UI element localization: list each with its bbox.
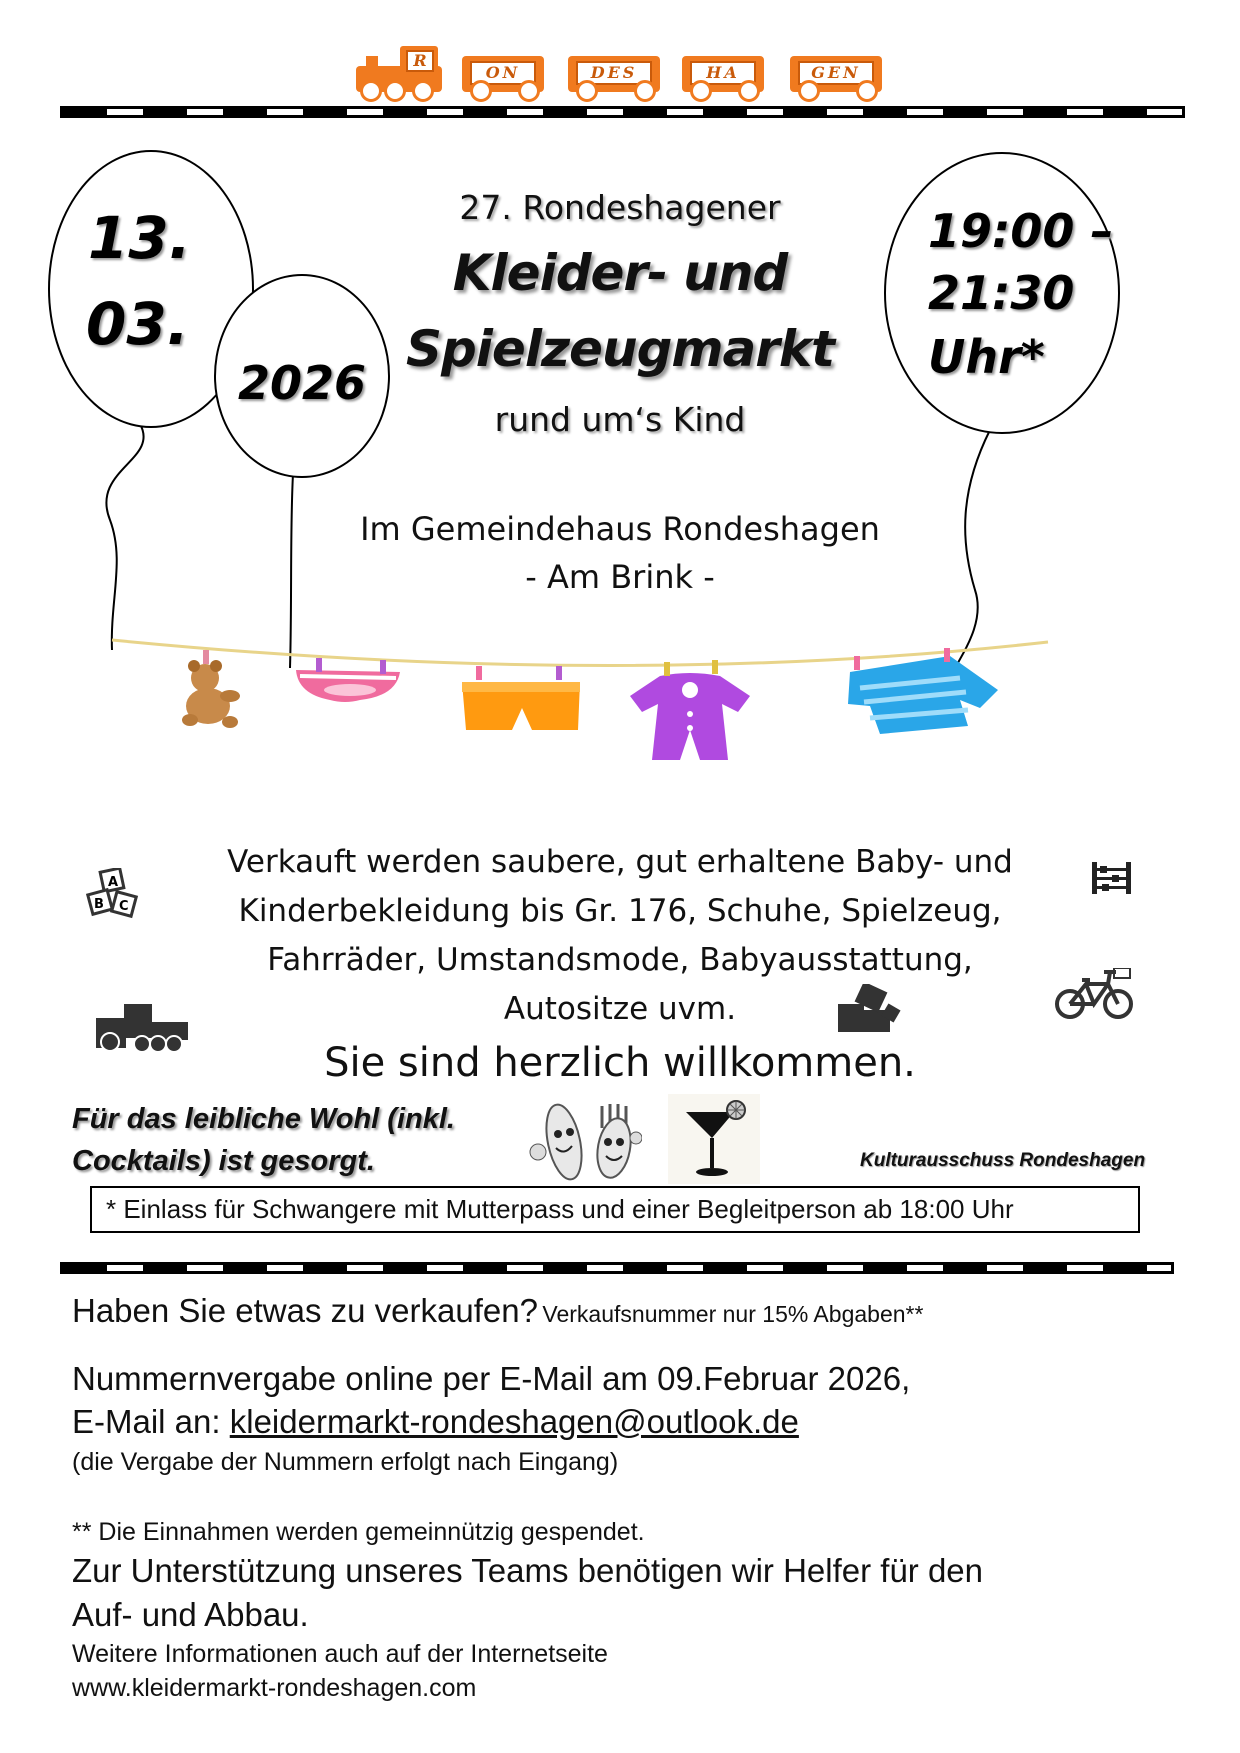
abc-blocks-icon	[86, 868, 142, 920]
rail-track-bottom	[60, 1262, 1174, 1274]
svg-text:C: C	[119, 899, 129, 914]
event-edition: 27. Rondeshagener	[459, 188, 781, 227]
orange-shorts-icon	[462, 682, 580, 730]
description-line: Autositze uvm.	[503, 991, 737, 1027]
seller-question: Haben Sie etwas zu verkaufen?	[72, 1292, 538, 1329]
svg-text:A: A	[108, 875, 119, 890]
train-letter: HA	[690, 61, 756, 85]
time-end: 21:30	[928, 266, 1075, 320]
purple-onesie-icon	[630, 673, 750, 760]
blue-tshirt-icon	[848, 656, 998, 734]
venue-street: - Am Brink -	[525, 558, 715, 596]
donation-note: ** Die Einnahmen werden gemeinnützig gespendet.	[72, 1518, 645, 1546]
time-start: 19:00 –	[928, 204, 1114, 258]
date-month: 03.	[86, 290, 189, 358]
abacus-icon	[1090, 860, 1134, 896]
venue-name: Im Gemeindehaus Rondeshagen	[360, 510, 880, 548]
train-letter: R	[406, 50, 434, 72]
cutlery-mascot-icon	[526, 1098, 642, 1184]
seller-fee: Verkaufsnummer nur 15% Abgaben**	[542, 1301, 924, 1327]
train-letter: GEN	[798, 61, 874, 85]
order-note: (die Vergabe der Nummern erfolgt nach Eingang)	[72, 1448, 619, 1476]
date-year: 2026	[238, 356, 367, 410]
email-row	[72, 1403, 799, 1441]
clothesline	[0, 630, 1240, 780]
cocktail-glass-icon	[668, 1094, 760, 1184]
description-line: Kinderbekleidung bis Gr. 176, Schuhe, Spielzeug,	[238, 893, 1002, 929]
email-label: E-Mail an:	[72, 1403, 221, 1440]
seller-question-row	[72, 1292, 923, 1330]
train-letter: DES	[576, 61, 652, 85]
welcome-text: Sie sind herzlich willkommen.	[324, 1040, 916, 1086]
teddy-bear-icon	[182, 660, 240, 728]
svg-text:B: B	[94, 897, 104, 912]
description-line: Verkauft werden saubere, gut erhaltene Baby- und	[227, 844, 1013, 880]
number-assignment: Nummernvergabe online per E-Mail am 09.Februar 2026,	[72, 1360, 911, 1397]
info-text: Weitere Informationen auch auf der Internetseite	[72, 1640, 608, 1668]
food-note-line1: Für das leibliche Wohl (inkl.	[72, 1103, 455, 1135]
website-link[interactable]: www.kleidermarkt-rondeshagen.com	[72, 1674, 477, 1702]
event-title-line1: Kleider- und	[452, 244, 788, 302]
food-note-line2: Cocktails) ist gesorgt.	[72, 1145, 375, 1177]
time-unit: Uhr*	[928, 330, 1045, 384]
description-line: Fahrräder, Umstandsmode, Babyausstattung,	[267, 942, 973, 978]
email-link[interactable]: kleidermarkt-rondeshagen@outlook.de	[229, 1403, 799, 1440]
helpers-line2: Auf- und Abbau.	[72, 1596, 309, 1633]
event-title-line2: Spielzeugmarkt	[405, 320, 835, 378]
helpers-line1: Zur Unterstützung unseres Teams benötigen wir Helfer für den	[72, 1552, 984, 1589]
pregnant-entry-note: * Einlass für Schwangere mit Mutterpass und einer Begleitperson ab 18:00 Uhr	[90, 1186, 1140, 1233]
event-subtitle: rund um‘s Kind	[494, 400, 746, 439]
baby-panties-icon	[296, 670, 400, 702]
date-day: 13.	[88, 204, 191, 272]
train-letter: ON	[470, 61, 536, 85]
organizer-name: Kulturausschuss Rondeshagen	[860, 1150, 1146, 1171]
